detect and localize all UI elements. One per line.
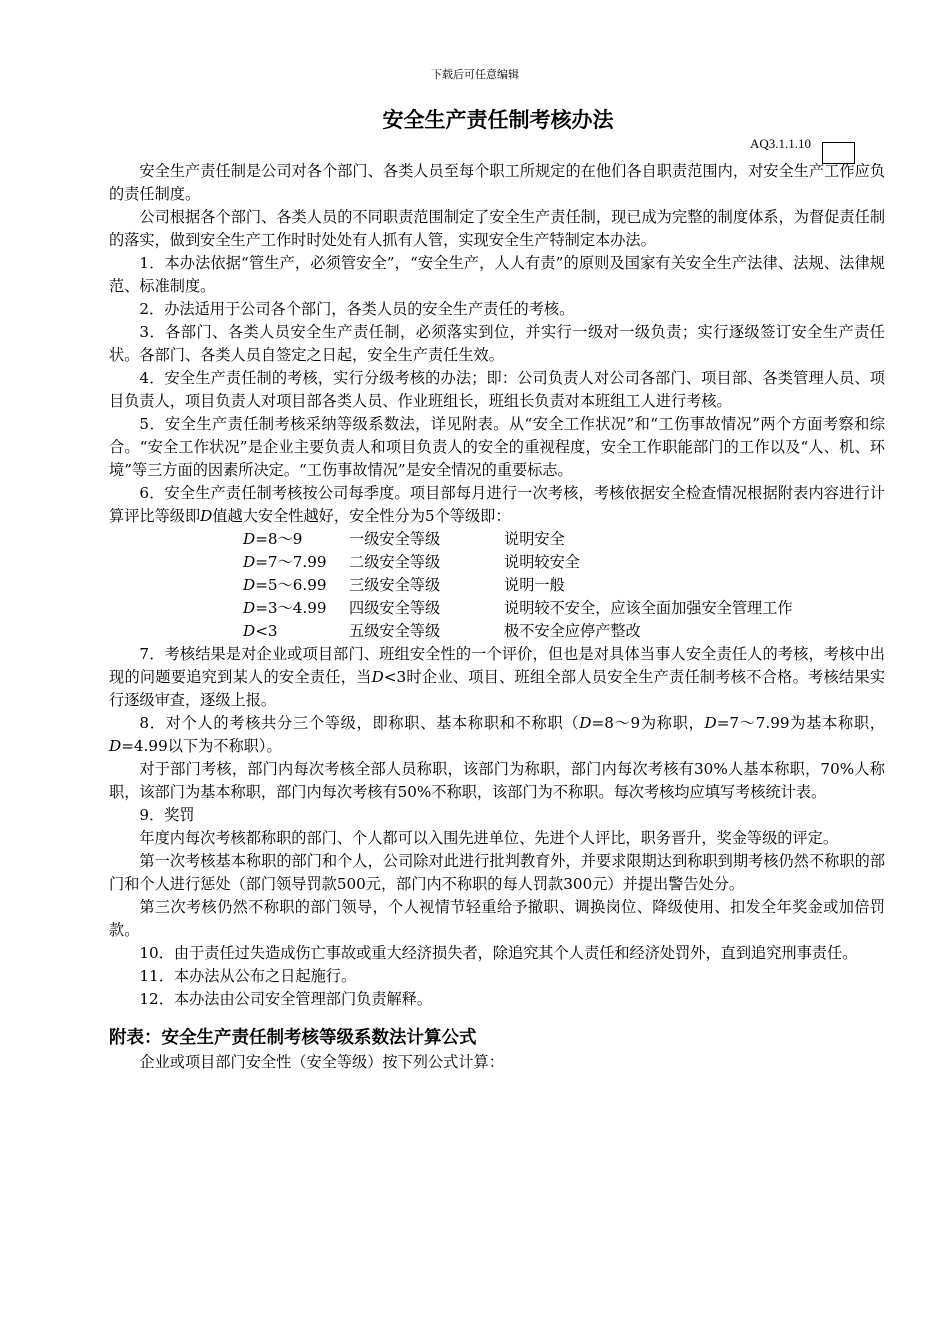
- document-title: 安全生产责任制考核办法: [382, 108, 614, 132]
- variable-d: D: [243, 599, 256, 617]
- grade-level: 四级安全等级: [349, 599, 441, 617]
- grade-range: [243, 528, 349, 551]
- paragraph-article-7: [109, 643, 885, 712]
- paragraph-purpose: 公司根据各个部门、各类人员的不同职责范围制定了安全生产责任制，现已成为完整的制度体系，为督促责任制的落实，做到安全生产工作时时处处有人抓有人管，实现安全生产特制定本办法。: [109, 208, 885, 249]
- grade-range-value: <3: [255, 622, 278, 640]
- grade-description: 说明一般: [504, 576, 565, 594]
- appendix-intro: 企业或项目部门安全性（安全等级）按下列公式计算：: [139, 1053, 504, 1071]
- variable-d: D: [243, 553, 256, 571]
- paragraph-article-10: 10．由于责任过失造成伤亡事故或重大经济损失者，除追究其个人责任和经济处罚外，直到追究刑事责任。: [139, 944, 858, 962]
- paragraph-reward: 年度内每次考核都称职的部门、个人都可以入围先进单位、先进个人评比，职务晋升，奖金等级的评定。: [139, 829, 839, 847]
- grade-range: [243, 597, 349, 620]
- grade-table: [243, 528, 793, 643]
- paragraph-third-penalty: 第三次考核仍然不称职的部门领导，个人视情节轻重给予撤职、调换岗位、降级使用、扣发全年奖金或加倍罚款。: [109, 898, 885, 939]
- appendix-title: 附表：安全生产责任制考核等级系数法计算公式: [109, 1028, 477, 1048]
- grade-range: [243, 620, 349, 643]
- grade-range-value: =8～9: [255, 530, 303, 548]
- grade-description: 说明较安全: [504, 553, 580, 571]
- variable-d: D: [579, 714, 592, 732]
- paragraph-first-penalty: 第一次考核基本称职的部门和个人，公司除对此进行批判教育外，并要求限期达到称职到期考核仍然不称职的部门和个人进行惩处（部门领导罚款500元，部门内不称职的每人罚款300元）并提出警告处分。: [109, 852, 885, 893]
- grade-description: 说明安全: [504, 530, 565, 548]
- grade-level: 五级安全等级: [349, 622, 441, 640]
- text-segment: 7．考核结果是对企业或项目部门、班组安全性的一个评价，但也是对具体当事人安全责任人的考核，考核中出现的问题要追究到某人的安全责任，当: [109, 645, 885, 686]
- grade-range: [243, 551, 349, 574]
- variable-d: D: [243, 622, 256, 640]
- grade-row: [243, 551, 793, 574]
- text-segment: <3时企业、项目、班组全部人员安全生产责任制考核不合格。考核结果实行逐级审查，逐级上报。: [109, 668, 886, 709]
- variable-d: D: [371, 668, 384, 686]
- paragraph-intro: 安全生产责任制是公司对各个部门、各类人员至每个职工所规定的在他们各自职责范围内，对安全生产工作应负的责任制度。: [109, 162, 885, 203]
- paragraph-article-3: 3．各部门、各类人员安全生产责任制，必须落实到位，并实行一级对一级负责；实行逐级签订安全生产责任状。各部门、各类人员自签定之日起，安全生产责任生效。: [109, 323, 885, 364]
- paragraph-article-8: [109, 712, 885, 758]
- text-segment: 8．对个人的考核共分三个等级，即称职、基本称职和不称职（: [139, 714, 580, 732]
- variable-d: D: [200, 507, 213, 525]
- paragraph-article-5: 5．安全生产责任制考核采纳等级系数法，详见附表。从“安全工作状况”和“工伤事故情况”两个方面考察和综合。“安全工作状况”是企业主要负责人和项目负责人的安全的重视程度，安全工作职能部门的工作以及“人、机、环境”等三方面的因素所决定。“工伤事故情况”是安全情况的重要标志。: [109, 415, 885, 479]
- paragraph-article-12: 12．本办法由公司安全管理部门负责解释。: [139, 990, 433, 1008]
- paragraph-article-11: 11．本办法从公布之日起施行。: [139, 967, 357, 985]
- header-note: 下载后可任意编辑: [431, 68, 519, 81]
- grade-row: [243, 528, 793, 551]
- grade-range-value: =5～6.99: [255, 576, 327, 594]
- grade-range-value: =7～7.99: [255, 553, 327, 571]
- paragraph-article-6: [109, 482, 885, 528]
- text-segment: 值越大安全性越好，安全性分为5个等级即：: [212, 507, 511, 525]
- text-segment: =8～9为称职，: [591, 714, 705, 732]
- grade-level: 二级安全等级: [349, 553, 441, 571]
- paragraph-article-2: 2．办法适用于公司各个部门，各类人员的安全生产责任的考核。: [139, 300, 575, 318]
- grade-row: [243, 597, 793, 620]
- document-code: AQ3.1.1.10: [750, 136, 812, 151]
- variable-d: D: [243, 576, 256, 594]
- grade-level: 三级安全等级: [349, 576, 441, 594]
- grade-row: [243, 620, 793, 643]
- variable-d: D: [243, 530, 256, 548]
- text-segment: =7～7.99为基本称职，: [716, 714, 885, 732]
- paragraph-article-9: 9．奖罚: [139, 806, 195, 824]
- variable-d: D: [704, 714, 717, 732]
- grade-range: [243, 574, 349, 597]
- paragraph-department-assessment: 对于部门考核，部门内每次考核全部人员称职，该部门为称职，部门内每次考核有30%人基本称职，70%人称职，该部门为基本称职，部门内每次考核有50%不称职，该部门为不称职。每次考核均应填写考核统计表。: [109, 760, 885, 801]
- text-segment: 6．安全生产责任制考核按公司每季度。项目部每月进行一次考核，考核依据安全检查情况根据附表内容进行计算评比等级即: [109, 484, 885, 525]
- grade-range-value: =3～4.99: [255, 599, 327, 617]
- grade-description: 极不安全应停产整改: [504, 622, 641, 640]
- document-body: [109, 160, 885, 1074]
- variable-d: D: [109, 737, 122, 755]
- text-segment: =4.99以下为不称职）。: [121, 737, 282, 755]
- paragraph-article-1: 1．本办法依据“管生产，必须管安全”，“安全生产，人人有责”的原则及国家有关安全生产法律、法规、法律规范、标准制度。: [109, 254, 885, 295]
- grade-description: 说明较不安全，应该全面加强安全管理工作: [504, 599, 793, 617]
- paragraph-article-4: 4．安全生产责任制的考核，实行分级考核的办法；即：公司负责人对公司各部门、项目部、各类管理人员、项目负责人，项目负责人对项目部各类人员、作业班组长，班组长负责对本班组工人进行考核。: [109, 369, 885, 410]
- grade-level: 一级安全等级: [349, 530, 441, 548]
- grade-row: [243, 574, 793, 597]
